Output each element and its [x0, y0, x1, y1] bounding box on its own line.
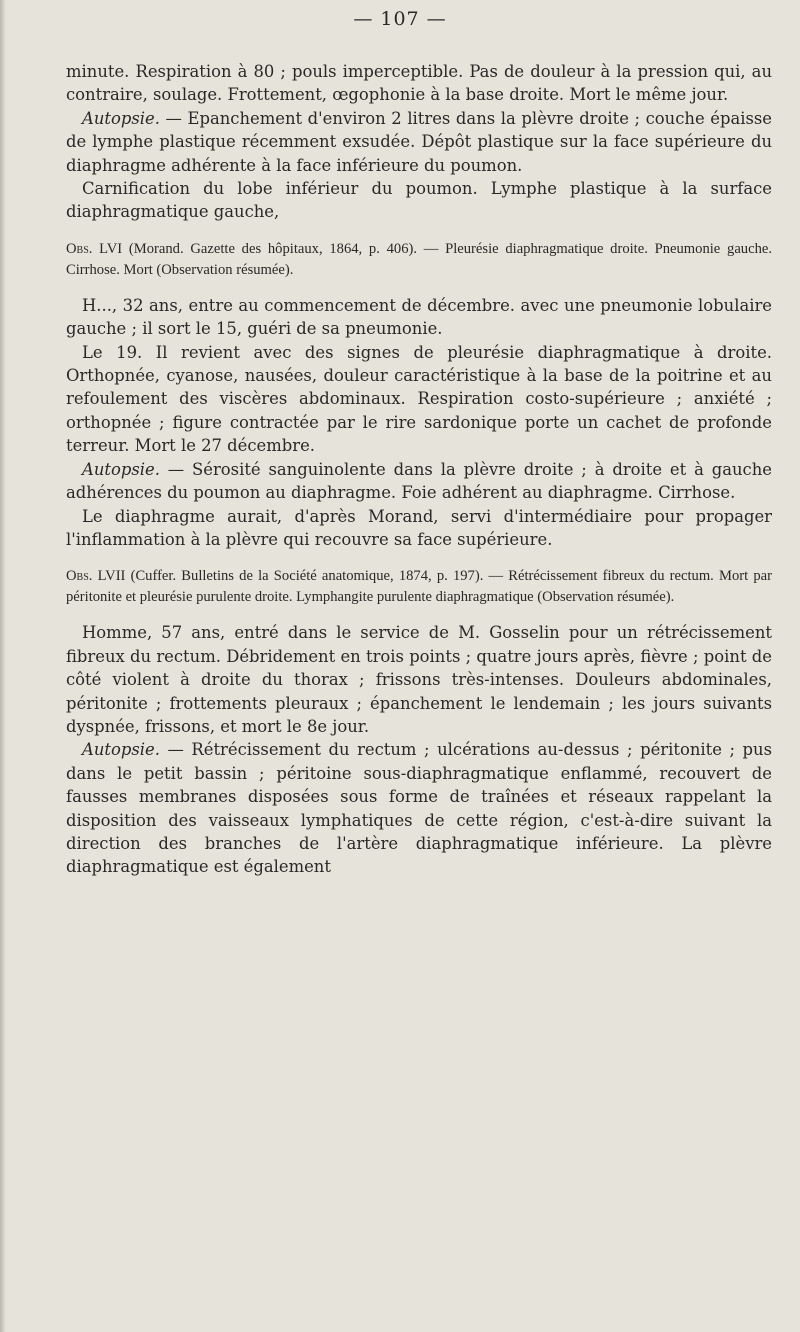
- section-lead: Autopsie.: [82, 459, 160, 479]
- section-lead: Autopsie.: [82, 108, 160, 128]
- paragraph-text: — Sérosité sanguinolente dans la plèvre droite ; à droite et à gauche adhérences du poumon au diaphragme. Foie adhérent au diaphragme. Cirrhose.: [66, 459, 772, 503]
- paragraph-text: Carnification du lobe inférieur du poumon. Lymphe plastique à la surface diaphragmatique gauche,: [66, 179, 772, 222]
- observation-label: Obs. LVII: [66, 568, 126, 585]
- paragraph-text: minute. Respiration à 80 ; pouls imperceptible. Pas de douleur à la pression qui, au contraire, soulage. Frottement, œgophonie à la base droite. Mort le même jour.: [66, 62, 772, 105]
- page-spine-shadow: [0, 0, 6, 1332]
- paragraph-text: Homme, 57 ans, entré dans le service de M. Gosselin pour un rétrécissement fibreux du rectum. Débridement en trois points ; quatre jours après, fièvre ; point de côté violent à droite du thorax ; frissons très-intenses. Douleurs abdominales, péritonite ; frottements pleuraux ; épanchement le lendemain ; les jours suivants dyspnée, frissons, et mort le 8e jour.: [66, 623, 772, 736]
- page-body: [66, 60, 772, 879]
- body-paragraph: [66, 107, 772, 177]
- observation-label: Obs. LVI: [66, 240, 123, 257]
- observation-heading: [66, 239, 772, 281]
- body-paragraph: [66, 458, 772, 505]
- observation-reference: (Cuffer. Bulletins de la Société anatomique, 1874, p. 197). — Rétrécissement fibreux du rectum. Mort par péritonite et pleurésie purulente droite. Lymphangite purulente diaphragmatique (Observation résumée).: [66, 568, 772, 606]
- page-number: — 107 —: [353, 8, 447, 30]
- observation-heading: [66, 566, 772, 608]
- paragraph-text: H..., 32 ans, entre au commencement de décembre. avec une pneumonie lobulaire gauche ; il sort le 15, guéri de sa pneumonie.: [66, 295, 772, 339]
- section-lead: Autopsie.: [82, 740, 160, 760]
- body-paragraph: [66, 294, 772, 341]
- paragraph-text: — Rétrécissement du rectum ; ulcérations au-dessus ; péritonite ; pus dans le petit bassin ; péritoine sous-diaphragmatique enflammé, recouvert de fausses membranes disposées sous forme de traînées et réseaux rappelant la disposition des vaisseaux lymphatiques de cette région, c'est-à-dire suivant la direction des branches de l'artère diaphragmatique inférieure. La plèvre diaphragmatique est également: [66, 740, 772, 877]
- body-paragraph: [66, 621, 772, 738]
- observation-reference: (Morand. Gazette des hôpitaux, 1864, p. 406). — Pleurésie diaphragmatique droite. Pneumonie gauche. Cirrhose. Mort (Observation résumée).: [66, 240, 772, 278]
- paragraph-text: Le diaphragme aurait, d'après Morand, servi d'intermédiaire pour propager l'inflammation à la plèvre qui recouvre sa face supérieure.: [66, 506, 772, 549]
- body-paragraph: [66, 341, 772, 458]
- body-paragraph: [66, 738, 772, 878]
- body-paragraph: [66, 177, 772, 224]
- body-paragraph: [66, 60, 772, 107]
- paragraph-text: — Epanchement d'environ 2 litres dans la plèvre droite ; couche épaisse de lymphe plastique récemment exsudée. Dépôt plastique sur la face supérieure du diaphragme adhérente à la face inférieure du poumon.: [66, 108, 772, 175]
- body-paragraph: [66, 505, 772, 552]
- paragraph-text: Le 19. Il revient avec des signes de pleurésie diaphragmatique à droite. Orthopnée, cyanose, nausées, douleur caractéristique à la base de la poitrine et au refoulement des viscères abdominaux. Respiration costo-supérieure ; anxiété ; orthopnée ; figure contractée par le rire sardonique porte un cachet de profonde terreur. Mort le 27 décembre.: [66, 342, 772, 456]
